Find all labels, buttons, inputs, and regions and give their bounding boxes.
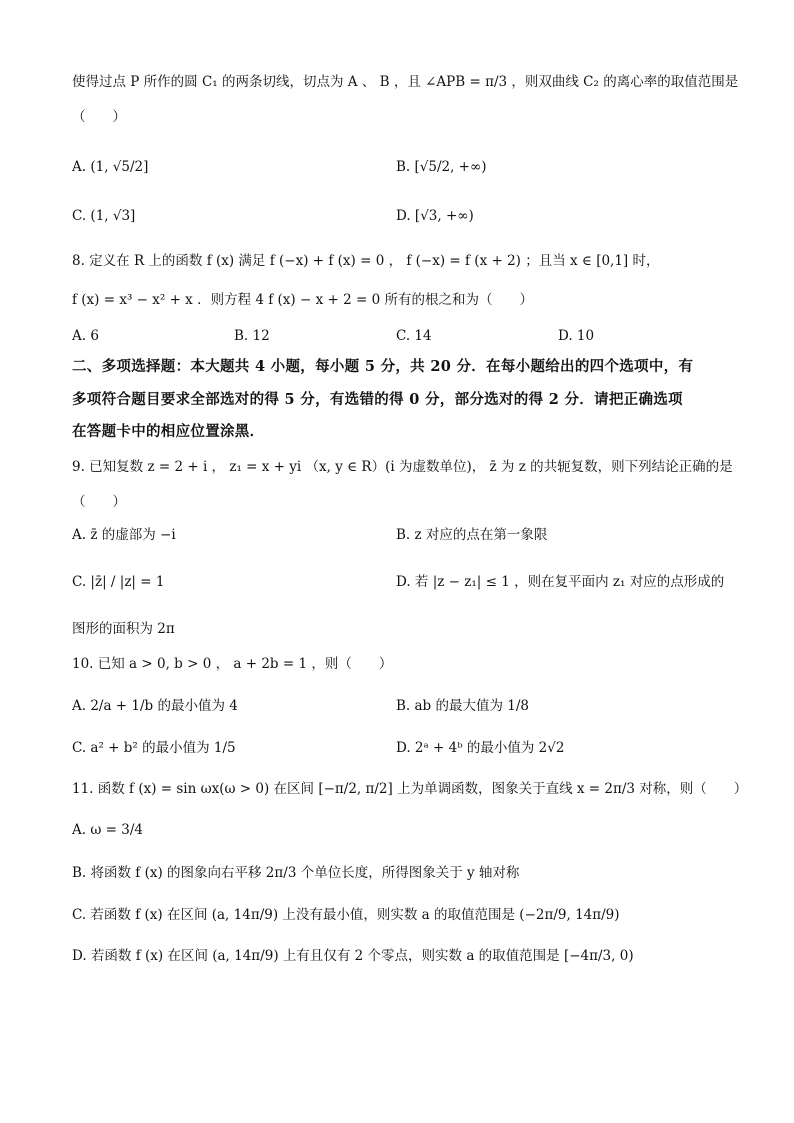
q10-option-a: A. 2/a + 1/b 的最小值为 4 (72, 698, 238, 714)
q7-option-a: A. (1, √5/2] (72, 159, 149, 175)
q11-option-b: B. 将函数 f (x) 的图象向右平移 2π/3 个单位长度，所得图象关于 y 轴对称 (72, 865, 520, 881)
section2-heading-line1: 二、多项选择题：本大题共 4 小题，每小题 5 分，共 20 分．在每小题给出的四个选项中，有 (72, 358, 694, 375)
q9-option-a: A. z̄ 的虚部为 −i (72, 527, 176, 543)
q8-option-c: C. 14 (396, 328, 432, 344)
q9-stem-line1: 9. 已知复数 z = 2 + i ， z₁ = x + yi （x, y ∈ R）(i 为虚数单位)， z̄ 为 z 的共轭复数，则下列结论正确的是 (72, 459, 733, 475)
q8-stem-line1: 8. 定义在 R 上的函数 f (x) 满足 f (−x) + f (x) = 0 ， f (−x) = f (x + 2) ；且当 x ∈ [0,1] 时， (72, 253, 660, 269)
q11-option-c: C. 若函数 f (x) 在区间 (a, 14π/9) 上没有最小值，则实数 a 的取值范围是 (−2π/9, 14π/9) (72, 907, 620, 923)
q10-option-c: C. a² + b² 的最小值为 1/5 (72, 740, 236, 756)
q10-option-b: B. ab 的最大值为 1/8 (396, 698, 530, 714)
q7-option-b: B. [√5/2, +∞) (396, 159, 487, 175)
q7-option-d: D. [√3, +∞) (396, 208, 474, 224)
q8-option-a: A. 6 (72, 328, 99, 344)
q10-stem: 10. 已知 a > 0, b > 0 ， a + 2b = 1 ，则（ ） (72, 656, 393, 672)
q11-option-d: D. 若函数 f (x) 在区间 (a, 14π/9) 上有且仅有 2 个零点，则实数 a 的取值范围是 [−4π/3, 0) (72, 948, 634, 964)
q8-stem-line2: f (x) = x³ − x² + x ．则方程 4 f (x) − x + 2 = 0 所有的根之和为（ ） (72, 292, 533, 308)
q8-option-d: D. 10 (558, 328, 595, 344)
q9-option-b: B. z 对应的点在第一象限 (396, 527, 548, 543)
q9-option-d: D. 若 |z − z₁| ≤ 1 ，则在复平面内 z₁ 对应的点形成的 (396, 574, 725, 590)
q7-stem-line2: （ ） (72, 109, 126, 125)
section2-heading-line2: 多项符合题目要求全部选对的得 5 分，有选错的得 0 分，部分选对的得 2 分．请把正确选项 (72, 391, 683, 408)
section2-heading-line3: 在答题卡中的相应位置涂黑． (72, 423, 265, 440)
q9-stem-line2: （ ） (72, 494, 126, 510)
q11-option-a: A. ω = 3/4 (72, 822, 143, 838)
q7-stem-line1: 使得过点 P 所作的圆 C₁ 的两条切线，切点为 A 、 B ，且 ∠APB = π/3 ，则双曲线 C₂ 的离心率的取值范围是 (72, 74, 739, 90)
q7-option-c: C. (1, √3] (72, 208, 136, 224)
q11-stem: 11. 函数 f (x) = sin ωx(ω > 0) 在区间 [−π/2, π/2] 上为单调函数，图象关于直线 x = 2π/3 对称，则（ ） (72, 781, 748, 797)
q8-option-b: B. 12 (234, 328, 270, 344)
q9-option-c: C. |z̄| / |z| = 1 (72, 574, 165, 590)
q9-option-d-continuation: 图形的面积为 2π (72, 621, 175, 637)
q10-option-d: D. 2ᵃ + 4ᵇ 的最小值为 2√2 (396, 740, 565, 756)
